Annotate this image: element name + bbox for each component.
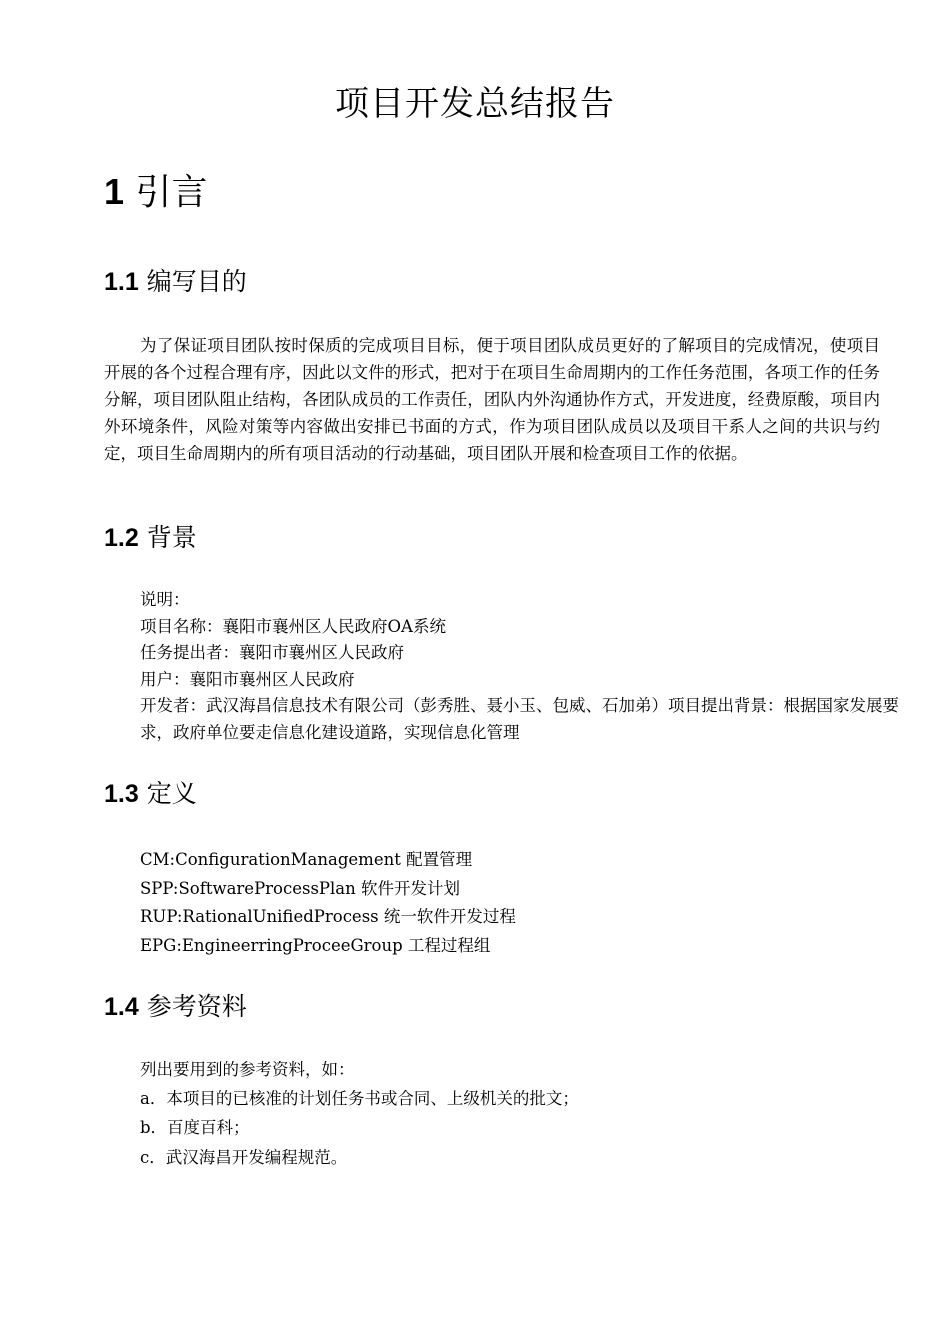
section-title: 定义 <box>146 779 197 808</box>
document-title: 项目开发总结报告 <box>335 84 615 124</box>
section-heading-references <box>104 987 247 1023</box>
section-heading-purpose <box>104 262 247 298</box>
purpose-paragraph: 为了保证项目团队按时保质的完成项目目标，便于项目团队成员更好的了解项目的完成情况，使项目开展的各个过程合理有序，因此以文件的形式，把对于在项目生命周期内的工作任务范围，各项工作的任务分解，项目团队阻止结构，各团队成员的工作责任，团队内外沟通协作方式，开发进度，经费原酸，项目内外环境条件，风险对策等内容做出安排已书面的方式，作为项目团队成员以及项目干系人之间的共识与约定，项目生命周期内的所有项目活动的行动基础，项目团队开展和检查项目工作的依据。 <box>104 336 880 463</box>
background-line: 用户：襄阳市襄州区人民政府 <box>140 669 355 689</box>
reference-item: 列出要用到的参考资料，如： <box>140 1060 355 1079</box>
background-line: 开发者：武汉海昌信息技术有限公司（彭秀胜、聂小玉、包威、石加弟）项目提出背景：根据国家发展要求，政府单位要走信息化建设道路，实现信息化管理 <box>140 696 899 742</box>
section-title: 引言 <box>135 172 208 213</box>
section-heading-background <box>104 518 197 554</box>
definition-item: EPG:EngineerringProceeGroup 工程过程组 <box>140 935 491 955</box>
definition-item: SPP:SoftwareProcessPlan 软件开发计划 <box>140 878 461 898</box>
section-heading-intro <box>104 164 208 215</box>
section-title: 背景 <box>146 523 197 552</box>
section-number: 1.4 <box>104 993 139 1021</box>
section-number: 1.2 <box>104 524 139 552</box>
section-number: 1 <box>104 171 125 212</box>
reference-item: b．百度百科； <box>140 1118 250 1138</box>
section-title: 编写目的 <box>146 267 247 296</box>
background-line: 说明： <box>140 590 190 609</box>
background-line: 任务提出者：襄阳市襄州区人民政府 <box>140 643 404 663</box>
section-heading-definitions <box>104 774 197 810</box>
reference-item: c．武汉海昌开发编程规范。 <box>140 1147 348 1167</box>
section-title: 参考资料 <box>146 992 247 1021</box>
background-details <box>140 587 899 747</box>
definition-item: RUP:RationalUnifiedProcess 统一软件开发过程 <box>140 907 516 927</box>
background-line: 项目名称：襄阳市襄州区人民政府OA系统 <box>140 616 446 636</box>
section-number: 1.1 <box>104 268 139 296</box>
definition-item: CM:ConfigurationManagement 配置管理 <box>140 850 473 869</box>
definitions-list <box>140 846 880 960</box>
references-list <box>140 1055 880 1172</box>
reference-item: a．本项目的已核准的计划任务书或合同、上级机关的批文； <box>140 1089 579 1109</box>
section-number: 1.3 <box>104 780 139 808</box>
